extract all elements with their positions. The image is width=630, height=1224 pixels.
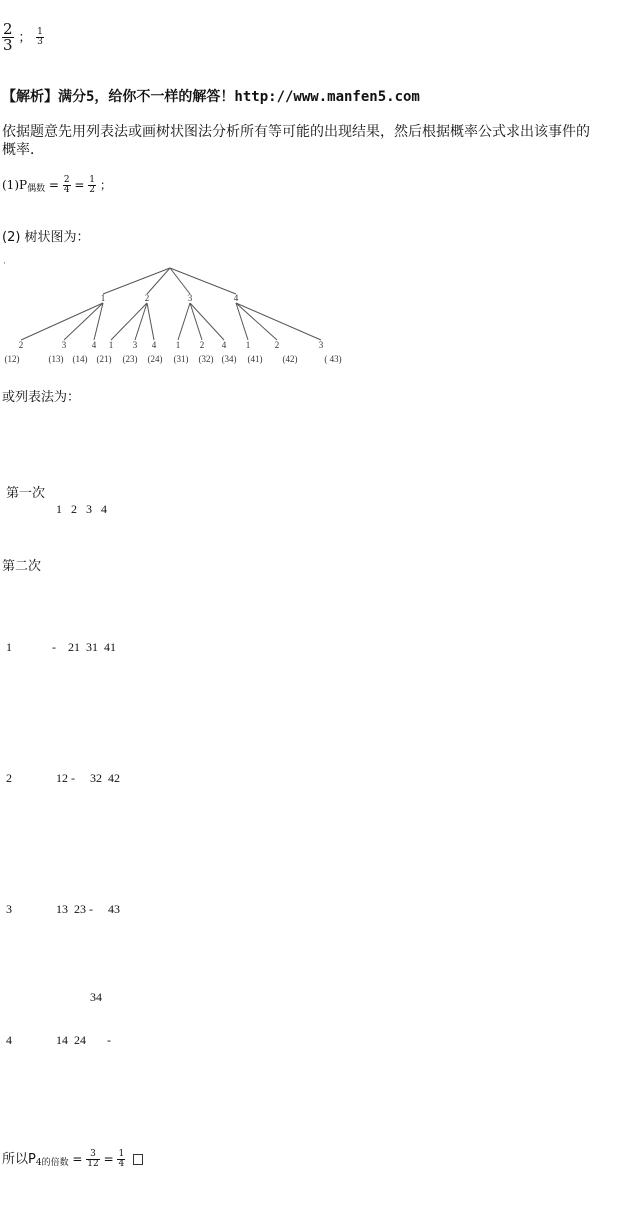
answer-f1-num: 2: [3, 20, 13, 38]
table-first-values: 1 2 3 4: [56, 502, 107, 516]
table-row-values: - 21 31 41: [52, 640, 116, 654]
part1-prefix: (1)P: [2, 178, 28, 192]
tree-edge: [147, 303, 154, 340]
tree-node-level1: 2: [144, 293, 150, 303]
tree-leaf: (31): [173, 354, 189, 364]
tree-node-level2: 4: [91, 340, 97, 350]
conclusion-f1-den: 12: [87, 1159, 99, 1169]
conclusion-eq: =: [72, 1152, 83, 1166]
conclusion-formula: [2, 1148, 143, 1169]
tree-leaf: (24): [147, 354, 163, 364]
answer-separator: ；: [18, 30, 32, 46]
tree-node-level1: 4: [233, 293, 239, 303]
tree-leaf: (13): [48, 354, 64, 364]
table-second-label: 第二次: [2, 559, 42, 574]
tree-node-level1: 3: [187, 293, 193, 303]
table-row-values: 14 24 -: [56, 1033, 111, 1047]
part1-formula: [2, 176, 112, 195]
conclusion-fraction-2: [117, 1150, 125, 1169]
tree-edge: [64, 303, 103, 340]
tree-edge: [111, 303, 147, 340]
answer-f2-den: 3: [37, 37, 43, 47]
part1-f1-den: 4: [63, 185, 70, 195]
table-first-label: 第一次: [6, 486, 46, 501]
tree-diagram: [0, 258, 360, 370]
tree-leaf: (42): [282, 354, 298, 364]
tree-leaf: (41): [247, 354, 263, 364]
part2-label: (2) 树状图为：: [2, 230, 90, 245]
tree-edge: [190, 303, 224, 340]
missing-glyph-icon: [133, 1154, 143, 1165]
tree-edge: [21, 303, 103, 340]
tree-node-level1: 1: [100, 293, 106, 303]
answer-f2-num: 1: [37, 27, 43, 37]
tree-node-level2: 1: [175, 340, 181, 350]
intro-line-1: 依据题意先用列表法或画树状图法分析所有等可能的出现结果，然后根据概率公式求出该事件的: [2, 124, 590, 140]
part1-f2-den: 2: [89, 185, 95, 195]
conclusion-fraction-1: [86, 1150, 99, 1169]
tree-leaf: ( 43): [324, 354, 342, 364]
table-row-extra: 34: [90, 990, 102, 1004]
conclusion-sub: 4的倍数: [35, 1158, 69, 1168]
table-row-key: 3: [6, 902, 12, 916]
tree-node-level2: 4: [221, 340, 227, 350]
tree-leaf: (14): [72, 354, 88, 364]
conclusion-f1-num: 3: [86, 1150, 99, 1160]
part1-eq-2: =: [74, 178, 85, 192]
tree-edge: [94, 303, 103, 340]
conclusion-f2-den: 4: [118, 1159, 125, 1169]
tree-node-level2: 2: [18, 340, 24, 350]
part1-fraction-1: [63, 176, 71, 195]
table-row-key: 2: [6, 771, 12, 785]
tree-node-level2: 2: [199, 340, 205, 350]
answer-fraction-1: [2, 22, 14, 53]
table-row-values: 13 23 - 43: [56, 902, 120, 916]
tree-node-level2: 3: [61, 340, 67, 350]
table-row-key: 1: [6, 640, 12, 654]
tree-leaf: (23): [122, 354, 138, 364]
answer-f1-den: 3: [3, 36, 13, 54]
tree-edge: [147, 268, 170, 294]
part1-f1-num: 2: [63, 175, 70, 185]
conclusion-prefix: 所以P: [2, 1152, 36, 1167]
part1-fraction-2: [88, 176, 96, 195]
table-row-values: 12 - 32 42: [56, 771, 120, 785]
tree-edge: [103, 268, 170, 294]
answer-line: [2, 22, 44, 53]
tree-node-level2: 2: [274, 340, 280, 350]
tree-node-level2: 3: [318, 340, 324, 350]
answer-fraction-2: [36, 28, 44, 47]
tree-dot: ·: [3, 258, 6, 268]
tree-leaf: (21): [96, 354, 112, 364]
analysis-header: 【解析】满分5，给你不一样的解答！http://www.manfen5.com: [2, 89, 420, 105]
part1-end: ；: [99, 178, 112, 192]
conclusion-eq-2: =: [103, 1152, 114, 1166]
tree-edge: [190, 303, 202, 340]
tree-node-level2: 3: [132, 340, 138, 350]
part1-f2-num: 1: [89, 175, 95, 185]
table-row-key: 4: [6, 1033, 12, 1047]
part1-eq: =: [48, 178, 59, 192]
tree-leaf: (12): [4, 354, 20, 364]
tree-leaf: (34): [221, 354, 237, 364]
tree-node-level2: 1: [245, 340, 251, 350]
conclusion-f2-num: 1: [118, 1149, 125, 1159]
tree-node-level2: 4: [151, 340, 157, 350]
tree-leaf: (32): [198, 354, 214, 364]
tree-node-level2: 1: [108, 340, 114, 350]
list-label: 或列表法为：: [2, 390, 81, 405]
intro-line-2: 概率．: [2, 142, 44, 158]
part1-sub: 偶数: [27, 184, 46, 194]
tree-edge: [236, 303, 321, 340]
tree-edge: [178, 303, 190, 340]
